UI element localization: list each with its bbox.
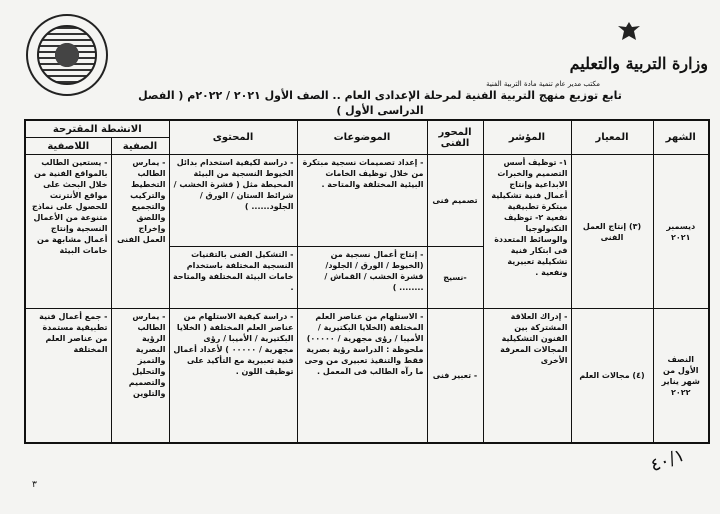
- header-standard: المعيار: [571, 120, 653, 155]
- classroom-activity-cell: - يمارس الطالب التخطيط والتركيب والتجميع واللصق وإخراج العمل الفنى: [111, 155, 169, 309]
- content-cell: - التشكيل الفنى بالتقنيات النسجية المختلفة باستخدام خامات البيئة المختلفة والمتاحة .: [169, 247, 297, 309]
- content-cell: - دراسة لكيفية استخدام بدائل الخيوط النسجية من البيئة المحيطة مثل ( قشرة الخشب / شرائط الستان / الورق / الجلود...... ): [169, 155, 297, 247]
- ministry-name: وزارة التربية والتعليم: [569, 54, 708, 73]
- standard-cell: (٤) مجالات العلم: [571, 309, 653, 444]
- header-indicator: المؤشر: [483, 120, 571, 155]
- page-number: ٣: [32, 480, 37, 490]
- office-name: مكتب مدير عام تنمية مادة التربية الفنية: [486, 80, 600, 88]
- extracurricular-activity-cell: - جمع أعمال فنية تطبيقية مستمدة من عناصر العلم المختلفة: [25, 309, 111, 444]
- handwritten-note: ٤٠/١: [647, 444, 688, 477]
- page-title: [120, 88, 640, 118]
- month-cell: النصف الأول من شهر يناير ٢٠٢٢: [653, 309, 709, 444]
- content-cell: - دراسة كيفية الاستلهام من عناصر العلم المختلفة ( الخلايا البكتيرية / الأميبا / رؤى مجهرية / ٠٠٠٠٠ ) لأعداد أعمال فنية تعبيرية مع التأكيد على توظيف اللون .: [169, 309, 297, 444]
- indicator-cell: ١- توظيف أسس التصميم والخبرات الابداعية وإنتاج أعمال فنية تشكيلية مبتكرة تطبيقية نفعية ٢- توظيف التكنولوجيا والوسائط المتعددة فى ابتكار فنية تشكيلية تعبيرية ونفعية .: [483, 155, 571, 309]
- title-line: تابع توزيع منهج التربية الفنية لمرحلة الإعدادى العام .. الصف الأول ٢٠٢١ / ٢٠٢٢م ( الفصل الدراسى الأول ): [138, 89, 622, 117]
- header-topics: الموضوعات: [297, 120, 427, 155]
- extracurricular-activity-cell: - يستعين الطالب بالمواقع الفنية من خلال البحث على مواقع الأنترنت للحصول على نماذج متنوعة من الأعمال النسجية وإنتاج أعمال مشابهة من خامات البيئة: [25, 155, 111, 309]
- axis-cell: تصميم فنى: [427, 155, 483, 247]
- axis-cell: - تعبير فنى: [427, 309, 483, 444]
- header-month: الشهر: [653, 120, 709, 155]
- topics-cell: - إعداد تصميمات نسجية مبتكرة من خلال توظيف الخامات البيئية المختلفة والمتاحة .: [297, 155, 427, 247]
- table-row: [25, 155, 709, 247]
- topics-cell: - الاستلهام من عناصر العلم المختلفة (الخلايا البكتيرية / الأميبا / رؤى مجهرية / ٠٠٠٠٠) ملحوظة : الدراسة رؤية بصرية فقط والتنفيذ تعبيرى من وحى ما رآه الطالب فى المعمل .: [297, 309, 427, 444]
- eagle-emblem-icon: [616, 20, 642, 46]
- header-content: المحتوى: [169, 120, 297, 155]
- indicator-cell: - إدراك العلاقة المشتركة بين الفنون التشكيلية المجالات المعرفة الأخرى: [483, 309, 571, 444]
- header-axis: المحور الفنى: [427, 120, 483, 155]
- table-row: [25, 309, 709, 444]
- topics-cell: - إنتاج أعمال نسجية من (الخيوط / الورق / الجلود/ قشرة الخشب / القماش / ........ ): [297, 247, 427, 309]
- header-classroom: الصفية: [111, 138, 169, 155]
- axis-cell: -نسيج: [427, 247, 483, 309]
- month-cell: ديسمبر ٢٠٢١: [653, 155, 709, 309]
- standard-cell: (٣) إنتاج العمل الفنى: [571, 155, 653, 309]
- header-extracurricular: اللاصفية: [25, 138, 111, 155]
- classroom-activity-cell: - يمارس الطالب الرؤية البصرية والتميز والتحليل والتصميم والتلوين: [111, 309, 169, 444]
- header-activities: الانشطة المقترحة: [25, 120, 169, 138]
- table-header-row: [25, 120, 709, 138]
- seal-logo: [26, 14, 108, 96]
- curriculum-table: [24, 119, 710, 444]
